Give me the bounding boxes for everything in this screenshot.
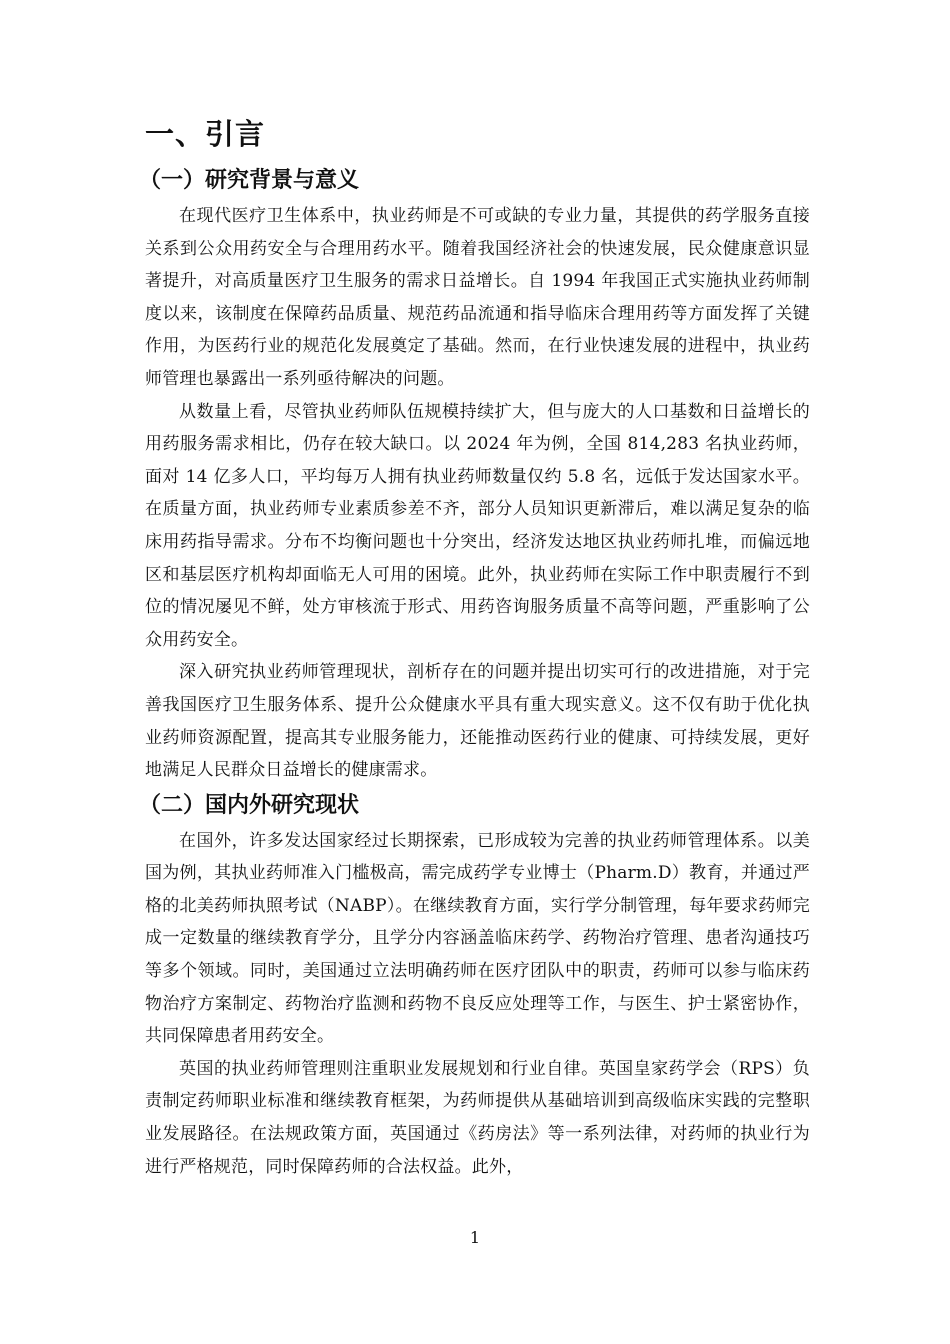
page-number: 1 bbox=[469, 1228, 481, 1247]
section-heading: （一）研究背景与意义 bbox=[139, 168, 360, 193]
paragraph: 深入研究执业药师管理现状，剖析存在的问题并提出切实可行的改进措施，对于完善我国医疗卫生服务体系、提升公众健康水平具有重大现实意义。这不仅有助于优化执业药师资源配置，提高其专业服务能力，还能推动医药行业的健康、可持续发展，更好地满足人民群众日益增长的健康需求。 bbox=[145, 662, 810, 781]
page-body bbox=[139, 112, 810, 1183]
chapter-title: 一、引言 bbox=[145, 117, 266, 151]
section-heading: （二）国内外研究现状 bbox=[139, 792, 360, 818]
paragraph: 从数量上看，尽管执业药师队伍规模持续扩大，但与庞大的人口基数和日益增长的用药服务需求相比，仍存在较大缺口。以 2024 年为例，全国 814,283 名执业药师，面对 14 亿多人口，平均每万人拥有执业药师数量仅约 5.8 名，远低于发达国家水平。在质量方面，执业药师专业素质参差不齐，部分人员知识更新滞后，难以满足复杂的临床用药指导需求。分布不均衡问题也十分突出，经济发达地区执业药师扎堆，而偏远地区和基层医疗机构却面临无人可用的困境。此外，执业药师在实际工作中职责履行不到位的情况屡见不鲜，处方审核流于形式、用药咨询服务质量不高等问题，严重影响了公众用药安全。 bbox=[145, 401, 810, 650]
paragraph: 在国外，许多发达国家经过长期探索，已形成较为完善的执业药师管理体系。以美国为例，其执业药师准入门槛极高，需完成药学专业博士（Pharm.D）教育，并通过严格的北美药师执照考试（NABP）。在继续教育方面，实行学分制管理，每年要求药师完成一定数量的继续教育学分，且学分内容涵盖临床药学、药物治疗管理、患者沟通技巧等多个领域。同时，美国通过立法明确药师在医疗团队中的职责，药师可以参与临床药物治疗方案制定、药物治疗监测和药物不良反应处理等工作，与医生、护士紧密协作，共同保障患者用药安全。 bbox=[145, 830, 810, 1047]
paragraph: 在现代医疗卫生体系中，执业药师是不可或缺的专业力量，其提供的药学服务直接关系到公众用药安全与合理用药水平。随着我国经济社会的快速发展，民众健康意识显著提升，对高质量医疗卫生服务的需求日益增长。自 1994 年我国正式实施执业药师制度以来，该制度在保障药品质量、规范药品流通和指导临床合理用药等方面发挥了关键作用，为医药行业的规范化发展奠定了基础。然而，在行业快速发展的进程中，执业药师管理也暴露出一系列亟待解决的问题。 bbox=[145, 206, 810, 389]
paragraph: 英国的执业药师管理则注重职业发展规划和行业自律。英国皇家药学会（RPS）负责制定药师职业标准和继续教育框架，为药师提供从基础培训到高级临床实践的完整职业发展路径。在法规政策方面，英国通过《药房法》等一系列法律，对药师的执业行为进行严格规范，同时保障药师的合法权益。此外， bbox=[145, 1058, 810, 1177]
